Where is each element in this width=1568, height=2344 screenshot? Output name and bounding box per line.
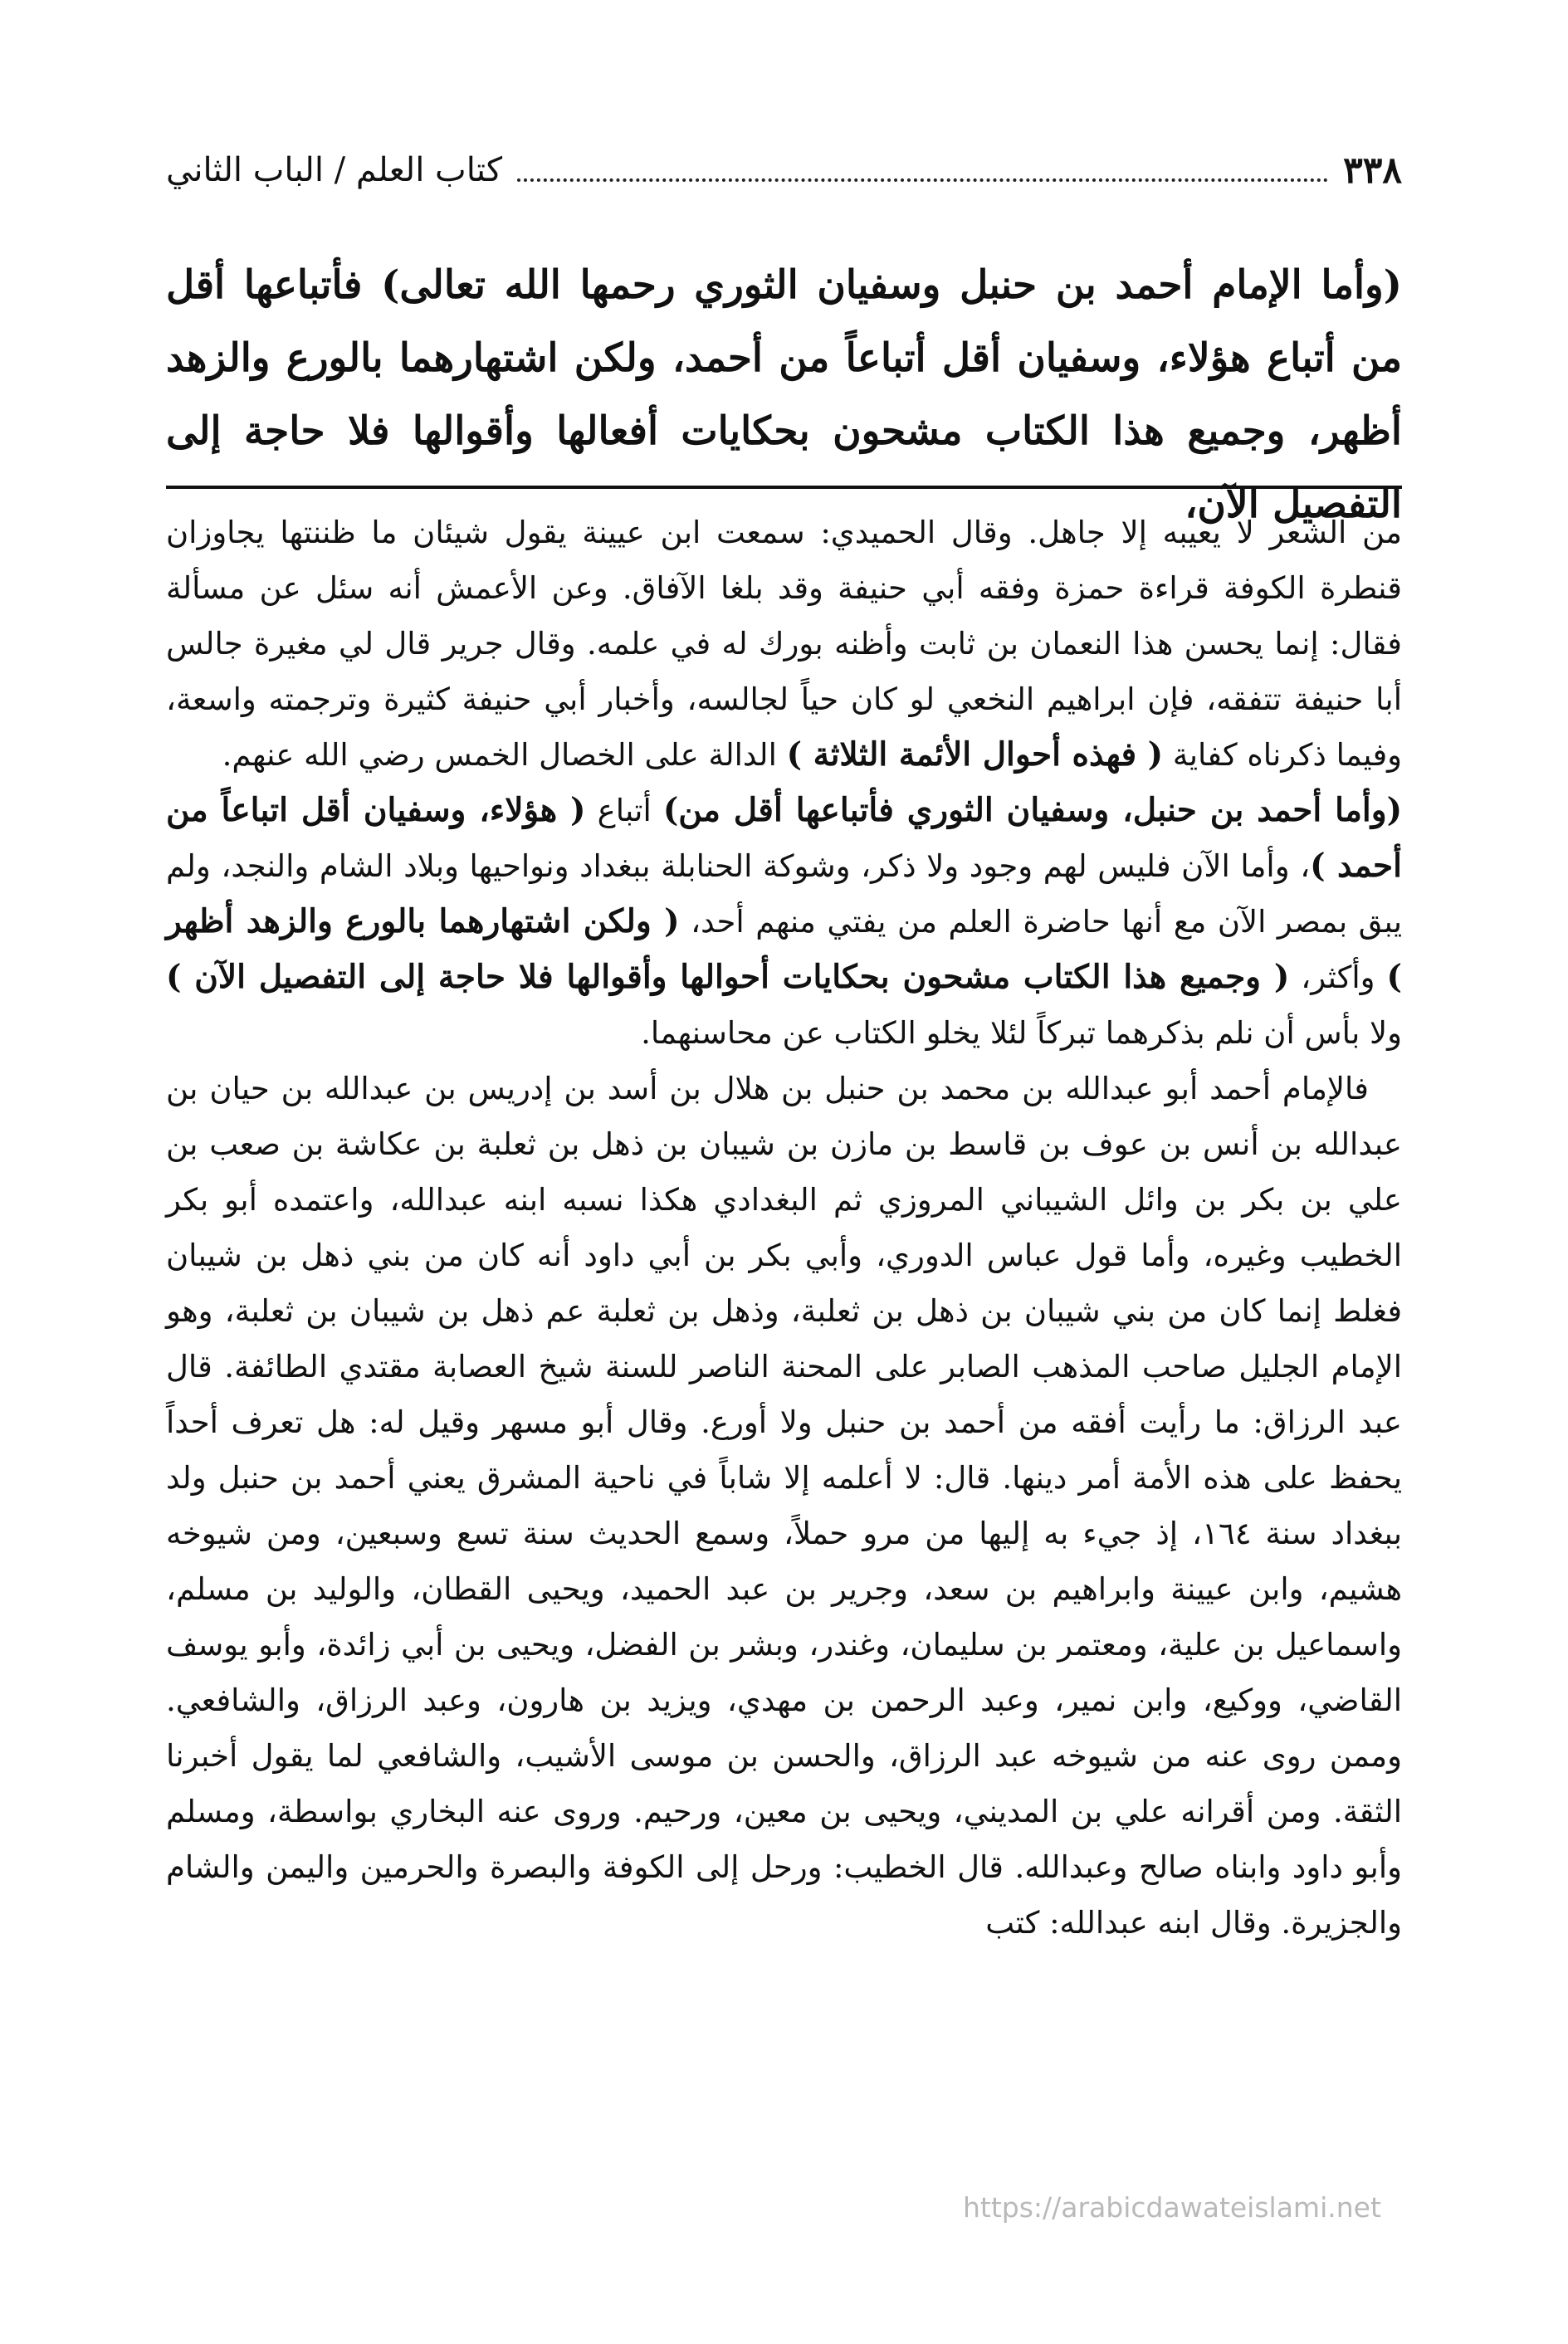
commentary-text: ، وأما الآن فليس لهم وجود ولا ذكر، وشوكة الحنابلة ببغداد ونواحيها وبلاد الشام والنجد، ولم يبق بمصر الآن مع أنها حاضرة العلم من يفتي منهم أحد، (166, 848, 1402, 940)
page-header (166, 141, 1402, 199)
separator-line (166, 486, 1402, 489)
quoted-main-text: ( ولكن اشتهارهما بالورع والزهد أظهر ) (166, 902, 1402, 996)
commentary-paragraph (166, 505, 1402, 783)
page-number: ٣٣٨ (1343, 149, 1402, 192)
commentary-text: ولا بأس أن نلم بذكرهما تبركاً لئلا يخلو الكتاب عن محاسنهما. (641, 1015, 1402, 1051)
quoted-main-text: ( فهذه أحوال الأئمة الثلاثة ) (786, 735, 1164, 774)
quoted-main-text: ( وجميع هذا الكتاب مشحون بحكايات أحوالها وأقوالها فلا حاجة إلى التفصيل الآن ) (166, 958, 1290, 996)
commentary (166, 505, 1402, 1951)
quoted-main-text: (وأما أحمد بن حنبل، وسفيان الثوري فأتباعها أقل من) (662, 791, 1403, 829)
commentary-paragraph: فالإمام أحمد أبو عبدالله بن محمد بن حنبل بن هلال بن أسد بن إدريس بن عبدالله بن حيان بن عبدالله بن أنس بن عوف بن قاسط بن مازن بن شيبان بن ذهل بن ثعلبة بن عكاشة بن صعب بن علي بن بكر بن وائل الشيباني المروزي ثم البغدادي هكذا نسبه ابنه عبدالله، واعتمده أبو بكر الخطيب وغيره، وأما قول عباس الدوري، وأبي بكر بن أبي داود أنه كان من بني ذهل بن شيبان فغلط إنما كان من بني شيبان بن ذهل بن ثعلبة، وذهل بن ثعلبة عم ذهل بن شيبان بن ثعلبة، وهو الإمام الجليل صاحب المذهب الصابر على المحنة الناصر للسنة شيخ العصابة مقتدي الطائفة. قال عبد الرزاق: ما رأيت أفقه من أحمد بن حنبل ولا أورع. وقال أبو مسهر وقيل له: هل تعرف أحداً يحفظ على هذه الأمة أمر دينها. قال: لا أعلمه إلا شاباً في ناحية المشرق يعني أحمد بن حنبل ولد ببغداد سنة ١٦٤، إذ جيء به إليها من مرو حملاً، وسمع الحديث سنة تسع وسبعين، ومن شيوخه هشيم، وابن عيينة وابراهيم بن سعد، وجرير بن عبد الحميد، ويحيى القطان، والوليد بن مسلم، واسماعيل بن علية، ومعتمر بن سليمان، وغندر، وبشر بن الفضل، ويحيى بن أبي زائدة، وأبو يوسف القاضي، ووكيع، وابن نمير، وعبد الرحمن بن مهدي، ويزيد بن هارون، وعبد الرزاق، والشافعي. وممن روى عنه من شيوخه عبد الرزاق، والحسن بن موسى الأشيب، والشافعي لما يقول أخبرنا الثقة. ومن أقرانه علي بن المديني، ويحيى بن معين، ورحيم. وروى عنه البخاري بواسطة، ومسلم وأبو داود وابناه صالح وعبدالله. قال الخطيب: ورحل إلى الكوفة والبصرة والحرمين واليمن والشام والجزيرة. وقال ابنه عبدالله: كتب (166, 1071, 1402, 1941)
main-text: (وأما الإمام أحمد بن حنبل وسفيان الثوري رحمها الله تعالى) فأتباعها أقل من أتباع هؤلاء، وسفيان أقل أتباعاً من أحمد، ولكن اشتهارهما بالورع والزهد أظهر، وجميع هذا الكتاب مشحون بحكايات أفعالها وأقوالها فلا حاجة إلى التفصيل الآن، (166, 262, 1402, 527)
commentary-paragraph (166, 783, 1402, 1061)
quoted-main-text: ( هؤلاء، وسفيان أقل اتباعاً من أحمد ) (166, 791, 1403, 885)
watermark-url: https://arabicdawateislami.net (963, 2191, 1381, 2224)
commentary-text: من الشعر لا يعيبه إلا جاهل. وقال الحميدي: سمعت ابن عيينة يقول شيئان ما ظننتها يجاوزان قنطرة الكوفة قراءة حمزة وفقه أبي حنيفة وقد بلغا الآفاق. وعن الأعمش أنه سئل عن مسألة فقال: إنما يحسن هذا النعمان بن ثابت وأظنه بورك له في علمه. وقال جرير قال لي مغيرة جالس أبا حنيفة تتفقه، فإن ابراهيم النخعي لو كان حياً لجالسه، وأخبار أبي حنيفة كثيرة وترجمته واسعة، وفيما ذكرناه كفاية (166, 515, 1402, 773)
header-dotted-leader (517, 178, 1328, 182)
commentary-text: وأكثر، (1301, 960, 1375, 995)
commentary-text: أتباع (597, 793, 652, 828)
running-title: كتاب العلم / الباب الثاني (166, 151, 502, 189)
commentary-text: الدالة على الخصال الخمس رضي الله عنهم. (222, 737, 777, 773)
